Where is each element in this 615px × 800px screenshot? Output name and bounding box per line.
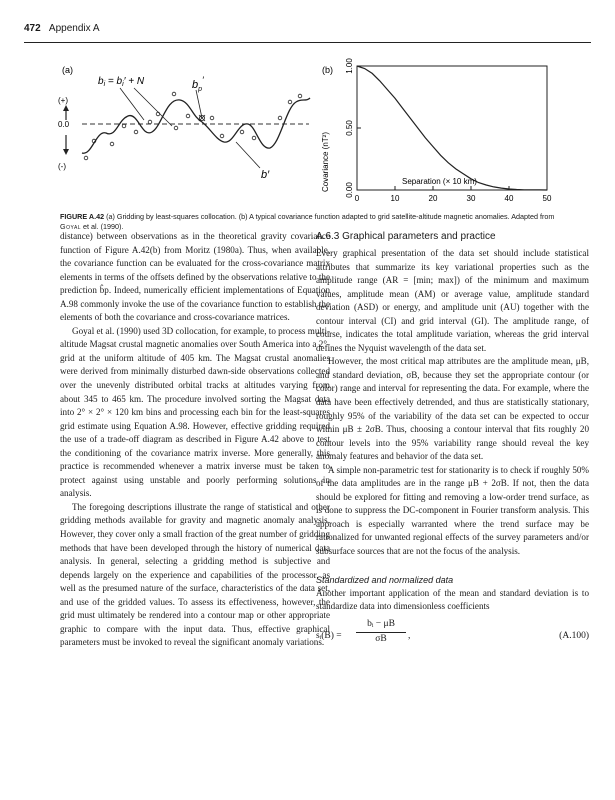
y-plus-label: (+) (58, 96, 68, 105)
left-paragraph-3: The foregoing descriptions illustrate the range of statistical and other gridding methods available for gravity and magnetic anomaly analysis. However, they cover only a small fraction of the great number of gridding methods that have been developed through the history of numerical data analysis. In general, selecting a gridding method is subjective and depends largely on the experience and capabilities of the processor, as well as the presumed nature of the surface, characteristics of the data set, and use of the gridded values. To assess its effectiveness, however, the grid must ultimately be rendered into a contour map or other appropriate graphic to compare with the input data. Thus, effective graphical parameters must be invoked to reveal the significant anomaly variations. (60, 501, 330, 648)
x-tick-label: 0 (354, 194, 360, 203)
leader-line-3 (196, 90, 202, 118)
leader-line-2 (134, 88, 172, 126)
right-paragraph-4: Another important application of the mean and standard deviation is to standardize data into dimensionless coefficients (316, 587, 589, 612)
running-title: Appendix A (48, 23, 100, 34)
right-column (316, 230, 589, 652)
x-tick-label: 20 (428, 194, 438, 203)
down-arrowhead-icon (63, 149, 69, 155)
section-heading: A.6.3 Graphical parameters and practice (316, 231, 496, 242)
panel-b (321, 58, 552, 203)
equation-number: (A.100) (559, 630, 589, 641)
y-tick-label: 0.00 (345, 182, 354, 198)
y-minus-label: (-) (58, 162, 66, 171)
equation-lhs: sᵢ(B) = (316, 630, 342, 641)
left-paragraph-2: Goyal et al. (1990) used 3D collocation, for example, to process multi-altitude Magsat crustal magnetic anomalies over South America into a 2°-grid at the uniform altitude of 405 km. The Magsat crustal anomalies were derived from minimally disturbed dawn-side observations collected over the unevenly distributed orbital tracks at altitudes varying from about 345 to 465 km. The procedure involved sorting the Magsat data into 2° × 2° × 120 km bins and processing each bin for the least-squares grid estimate using Equation A.98. However, effective gridding required the use of a trade-off diagram as described in Figure A.42 above to test the conditioning of the covariance matrix inverse. More generally, this practice is recommended whenever a matrix inverse must be taken to protect against using unstable and poorly performing solutions in analysis. (60, 325, 330, 499)
panel-b-label: (b) (322, 65, 333, 75)
left-paragraph-1: distance) between observations as in the theoretical gravity covariance function of Figure A.42(b) from Moritz (1980a). Thus, when available, the covariance function can be evaluated for the cross-covariance matrix elements in terms of the offsets defined by the observations relative to the prediction b̂p. Indeed, numerically efficient implementations of Equation A.98 commonly invoke the use of the covariance function to establish the elements of both the covariance and cross-covariance matrices. (60, 231, 330, 323)
equation-numerator: bᵢ − μB (356, 618, 406, 634)
y-tick-label: 1.00 (345, 58, 354, 74)
figure-caption (60, 212, 570, 232)
equation-fraction (356, 618, 406, 647)
caption-text: (a) Gridding by least-squares collocation. (b) A typical covariance function adapted to grid satellite-altitude magnetic anomalies. Adapted from (104, 212, 555, 221)
x-tick-label: 40 (504, 194, 514, 203)
anomaly-curve (82, 98, 310, 153)
leader-line-1 (120, 88, 144, 120)
formula-label: $b_i = b_i' + N$ (98, 76, 145, 88)
right-paragraph-2: However, the most critical map attributes are the amplitude mean, μB, and standard deviation, σB, because they set the appropriate contour (or color) range and interval for representing the data. For example, where the data have been effectively detrended, and thus are statistically stationary, roughly 95% of the variability of the data set can be expected to occur within μB ± 2σB. Thus, choosing a contour interval that fits roughly 20 contour levels into the 95% variability range should reveal the key anomaly features and behavior of the data set. (316, 356, 589, 462)
subsection-heading: Standardized and normalized data (316, 574, 454, 585)
y-zero-label: 0.0 (58, 120, 70, 129)
right-paragraph-1: Every graphical presentation of the data set should include statistical attributes that summarize its key variational properties such as the amplitude range (AR = [min; max]) of the minimum and maximum values, amplitude mean (AM) or average value, amplitude standard deviation (ASD) or energy, and amplitude unit (AU) together with the contour interval (CI) and grid interval (GI). The amplitude range, of course, indicates the total amplitude variation, whereas the grid interval defines the Nyquist wavelength of the data set. (316, 248, 589, 353)
caption-tail: et al. (1990). (81, 222, 124, 231)
caption-author: Goyal (60, 222, 82, 231)
equation-comma: , (408, 630, 411, 641)
covariance-curve (357, 66, 547, 190)
running-header (24, 23, 100, 34)
x-axis-title: Separation (× 10 km) (402, 177, 477, 186)
x-tick-label: 10 (390, 194, 400, 203)
equation-a100 (316, 618, 589, 652)
x-tick-label: 50 (542, 194, 552, 203)
page-number: 472 (24, 23, 41, 34)
bprime-label: b′ (261, 169, 270, 181)
left-column (60, 230, 330, 650)
y-tick-labels (345, 58, 361, 198)
bp-label: $b_p'$ (192, 75, 204, 93)
panel-a-label: (a) (62, 65, 73, 75)
right-paragraph-3: A simple non-parametric test for stationarity is to check if roughly 50% of the data amplitudes are in the range μB + 2σB. If not, then the data should be explored for fitting and removing a low-order trend surface, as is done to suppress the DC-component in Fourier transform analysis. This approach is especially warranted where the trend surface may be rationalized for unwanted regional effects of the survey parameters and/or subsurface sources that are not the focus of the analysis. (316, 464, 589, 557)
plot-frame (357, 66, 547, 190)
observation-points (84, 92, 302, 160)
header-rule (24, 42, 591, 43)
leader-line-4 (236, 142, 260, 168)
x-tick-label: 30 (466, 194, 476, 203)
panel-a (58, 65, 310, 181)
y-axis-title: Covariance (nT²) (321, 131, 330, 192)
up-arrowhead-icon (63, 105, 69, 111)
x-tick-labels (355, 186, 552, 203)
caption-lead: FIGURE A.42 (60, 212, 105, 221)
equation-denominator: σB (375, 634, 387, 645)
y-tick-label: 0.50 (345, 120, 354, 136)
figure-a42 (24, 58, 591, 208)
figure-svg (24, 58, 591, 208)
